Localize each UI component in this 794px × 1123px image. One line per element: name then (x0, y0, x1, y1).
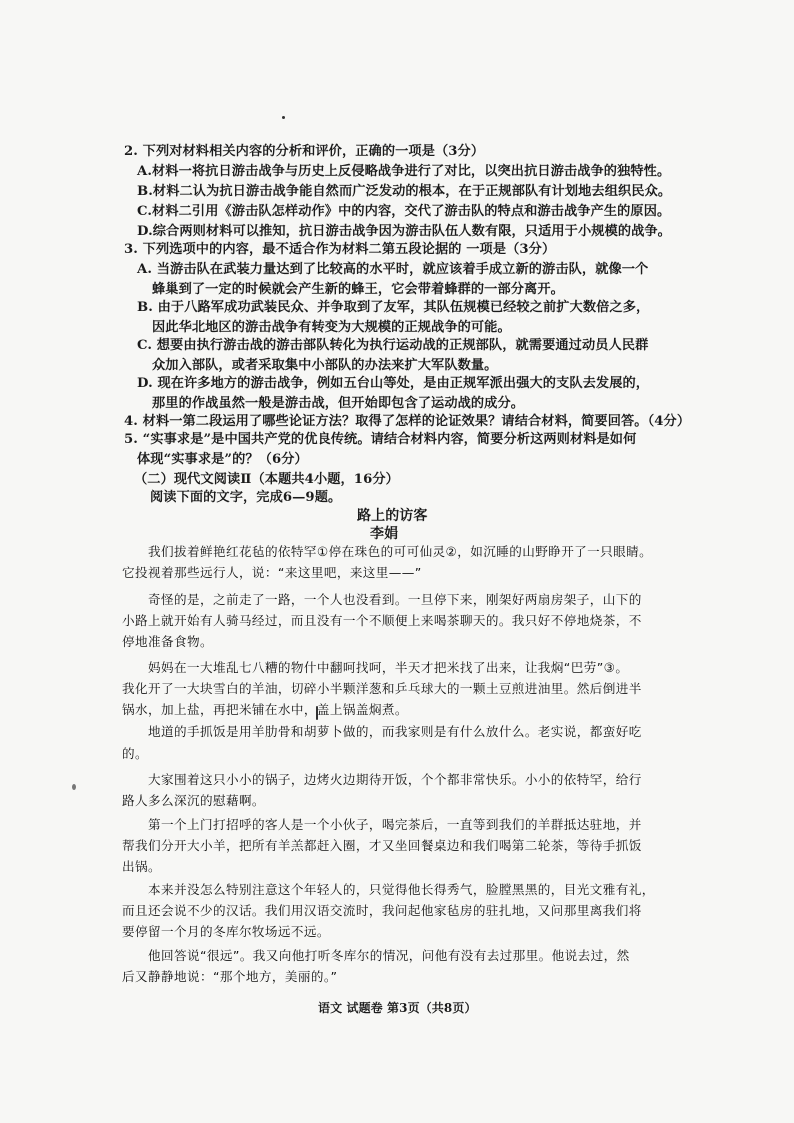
q5-stem-line1: 5. “实事求是”是中国共产党的优良传统。请结合材料内容，简要分析这两则材料是如何 (124, 432, 637, 447)
article-line: 大家围着这只小小的锅子，边烤火边期待开饭，个个都非常快乐。小小的依特罕，给行 (148, 772, 642, 787)
article-line: 后又静静地说：“那个地方，美丽的。” (122, 969, 338, 984)
article-line: 停地准备食物。 (122, 634, 213, 649)
article-line: 我化开了一大块雪白的羊油，切碎小半颗洋葱和乒乓球大的一颗土豆煎进油里。然后倒进半 (122, 681, 642, 696)
q3-option-a-line2: 蜂巢到了一定的时候就会产生新的蜂王，它会带着蜂群的一部分离开。 (152, 282, 564, 297)
article-author: 李娟 (370, 526, 399, 542)
q3-option-b-line1: B. 由于八路军成功武装民众、并争取到了友军，其队伍规模已经较之前扩大数倍之多， (137, 300, 650, 315)
article-line: 小路上就开始有人骑马经过，而且没有一个不顺便上来喝茶聊天的。我只好不停地烧茶，不 (122, 613, 642, 628)
article-line: 第一个上门打招呼的客人是一个小伙子，喝完茶后，一直等到我们的羊群抵达驻地，并 (148, 817, 642, 832)
q2-option-b: B.材料二认为抗日游击战争能自然而广泛发动的根本，在于正规部队有计划地去组织民众。 (137, 184, 672, 199)
article-line: 出锅。 (122, 859, 161, 874)
article-line: 帮我们分开大小羊，把所有羊羔都赶入圈，才又坐回餐桌边和我们喝第二轮茶，等待手抓饭 (122, 838, 642, 853)
q3-stem: 3. 下列选项中的内容，最不适合作为材料二第五段论据的 一项是（3分） (124, 242, 556, 257)
article-title: 路上的访客 (357, 508, 428, 524)
page-footer: 语文 试题卷 第3页（共8页） (318, 1001, 477, 1015)
q3-option-b-line2: 因此华北地区的游击战争有转变为大规模的正规战争的可能。 (152, 320, 511, 335)
article-line: 路人多么深沉的慰藉啊。 (122, 793, 265, 808)
q5-stem-line2: 体现“实事求是”的？（6分） (137, 452, 308, 467)
q3-option-d-line2: 那里的作战虽然一般是游击战，但开始即包含了运动战的成分。 (152, 396, 525, 411)
scan-speck (72, 784, 76, 790)
article-line: 本来并没怎么特别注意这个年轻人的，只觉得他长得秀气，脸膛黑黑的，目光文雅有礼， (148, 882, 655, 897)
scan-speck (282, 116, 285, 119)
q3-option-d-line1: D. 现在许多地方的游击战争，例如五台山等处，是由正规军派出强大的支队去发展的， (137, 376, 650, 391)
article-line: 它投视着那些远行人，说：“来这里吧，来这里——” (122, 565, 422, 580)
article-line: 锅水，加上盐，再把米铺在水中，盖上锅盖焖煮。 (122, 702, 408, 717)
article-line: 奇怪的是，之前走了一路，一个人也没看到。一旦停下来，刚架好两扇房架子，山下的 (148, 592, 642, 607)
q2-option-c: C.材料二引用《游击队怎样动作》中的内容，交代了游击队的特点和游击战争产生的原因。 (137, 204, 671, 219)
q2-option-a: A.材料一将抗日游击战争与历史上反侵略战争进行了对比，以突出抗日游击战争的独特性。 (137, 164, 671, 179)
article-line: 我们拔着鲜艳红花毡的依特罕①停在珠色的可可仙灵②，如沉睡的山野睁开了一只眼睛。 (148, 544, 653, 559)
article-line: 的。 (122, 746, 148, 761)
section-heading: （二）现代文阅读Ⅱ（本题共4小题，16分） (134, 472, 399, 487)
article-line: 妈妈在一大堆乱七八糟的物什中翻呵找呵，半天才把米找了出来，让我焖“巴劳”③。 (148, 660, 629, 675)
article-line: 地道的手抓饭是用羊肋骨和胡萝卜做的，而我家则是有什么放什么。老实说，都蛮好吃 (148, 724, 642, 739)
article-line: 而且还会说不少的汉话。我们用汉语交流时，我问起他家毡房的驻扎地，又问那里离我们将 (122, 903, 642, 918)
q3-option-a-line1: A. 当游击队在武装力量达到了比较高的水平时，就应该着手成立新的游击队，就像一个 (137, 262, 649, 277)
q2-stem: 2. 下列对材料相关内容的分析和评价，正确的一项是（3分） (124, 144, 485, 159)
section-instruction: 阅读下面的文字，完成6—9题。 (150, 490, 342, 505)
q2-option-d: D.综合两则材料可以推知，抗日游击战争因为游击队伍人数有限，只适用于小规模的战争。 (137, 224, 671, 239)
q3-option-c-line2: 众加入部队，或者采取集中小部队的办法来扩大军队数量。 (152, 358, 498, 373)
q3-option-c-line1: C. 想要由执行游击战的游击部队转化为执行运动战的正规部队，就需要通过动员人民群 (137, 338, 649, 353)
article-line: 他回答说“很远”。我又向他打听冬库尔的情况，问他有没有去过那里。他说去过，然 (148, 948, 630, 963)
q4-stem: 4. 材料一第二段运用了哪些论证方法？取得了怎样的论证效果？请结合材料，简要回答。（4分） (124, 414, 691, 429)
article-line: 要停留一个月的冬库尔牧场远不远。 (122, 924, 330, 939)
